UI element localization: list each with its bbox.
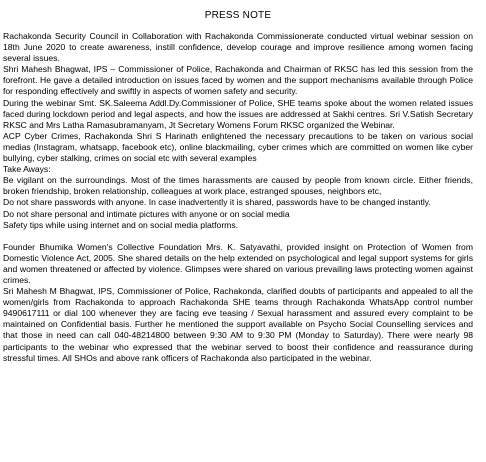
paragraph-webinar: During the webinar Smt. SK.Saleema Addl.Dy.Commissioner of Police, SHE teams spoke about the women related issues faced during lockdown period and legal aspects, and how the issues are addressed at Sakhi centres. Sri V.Satish Secretary RKSC and Mrs Latha Ramasubramanyam, Jt Secretary Womens Forum RKSC organized the Webinar. [3,97,473,130]
paragraph-take-aways-heading: Take Aways: [3,164,51,175]
paragraph-vigilance: Be vigilant on the surroundings. Most of the times harassments are caused by people from known circle. Either friends, broken friendship, broken relationship, colleagues at work place, estranged spouses, neighbors etc, [3,175,473,197]
paragraph-safety-tips: Safety tips while using internet and on social media platforms. [3,219,239,230]
press-note-document [3,10,473,364]
document-title: PRESS NOTE [204,10,272,21]
paragraph-commissioner: Shri Mahesh Bhagwat, IPS – Commissioner of Police, Rachakonda and Chairman of RKSC has led this session from the forefront. He gave a detailed introduction on issues faced by women and the support mechanisms available through Police for responding effectively and swiftly in aspects of women safety and security. [3,64,473,97]
paragraph-cyber-crimes: ACP Cyber Crimes, Rachakonda Shri S Harinath enlightened the necessary precautions to be taken on various social medias (Instagram, whatsapp, facebook etc), online blackmailing, cyber crimes which are committed on women like cyber bullying, cyber stalking, crimes on social etc with several examples [3,130,473,164]
paragraph-closing: Sri Mahesh M Bhagwat, IPS, Commissioner of Police, Rachakonda, clarified doubts of participants and appealed to all the women/girls from Rachakonda to approach Rachakonda SHE teams through Rachakonda WhatsApp control number 9490617111 or dial 100 whenever they are facing eve teasing / Sexual harassment and assured every complaint to be maintained on Confidential basis. Further he mentioned the support available on Psycho Social Counselling services and that those in need can call 040-48214800 between 9:30 AM to 9:30 PM (Monday to Saturday). There were nearly 98 participants to the webinar who expressed that the webinar served to boost their confidence and reassurance during stressful times. All SHOs and above rank officers of Rachakonda also participated in the webinar. [3,286,473,363]
paragraph-passwords: Do not share passwords with anyone. In case inadvertently it is shared, passwords have to be changed instantly. [3,197,431,208]
paragraph-bhumika: Founder Bhumika Women's Collective Foundation Mrs. K. Satyavathi, provided insight on Protection of Women from Domestic Violence Act, 2005. She shared details on the help extended on psychological and legal support systems for girls and women threatened or affected by violence. Glimpses were shared on various prevailing laws protecting women against crimes. [3,241,473,285]
paragraph-pictures: Do not share personal and intimate pictures with anyone or on social media [3,208,290,219]
paragraph-spacer [3,231,473,242]
paragraph-intro: Rachakonda Security Council in Collaboration with Rachakonda Commissionerate conducted virtual webinar session on 18th June 2020 to create awareness, instill confidence, develop courage and improve resilience among women facing several issues. [3,31,473,64]
